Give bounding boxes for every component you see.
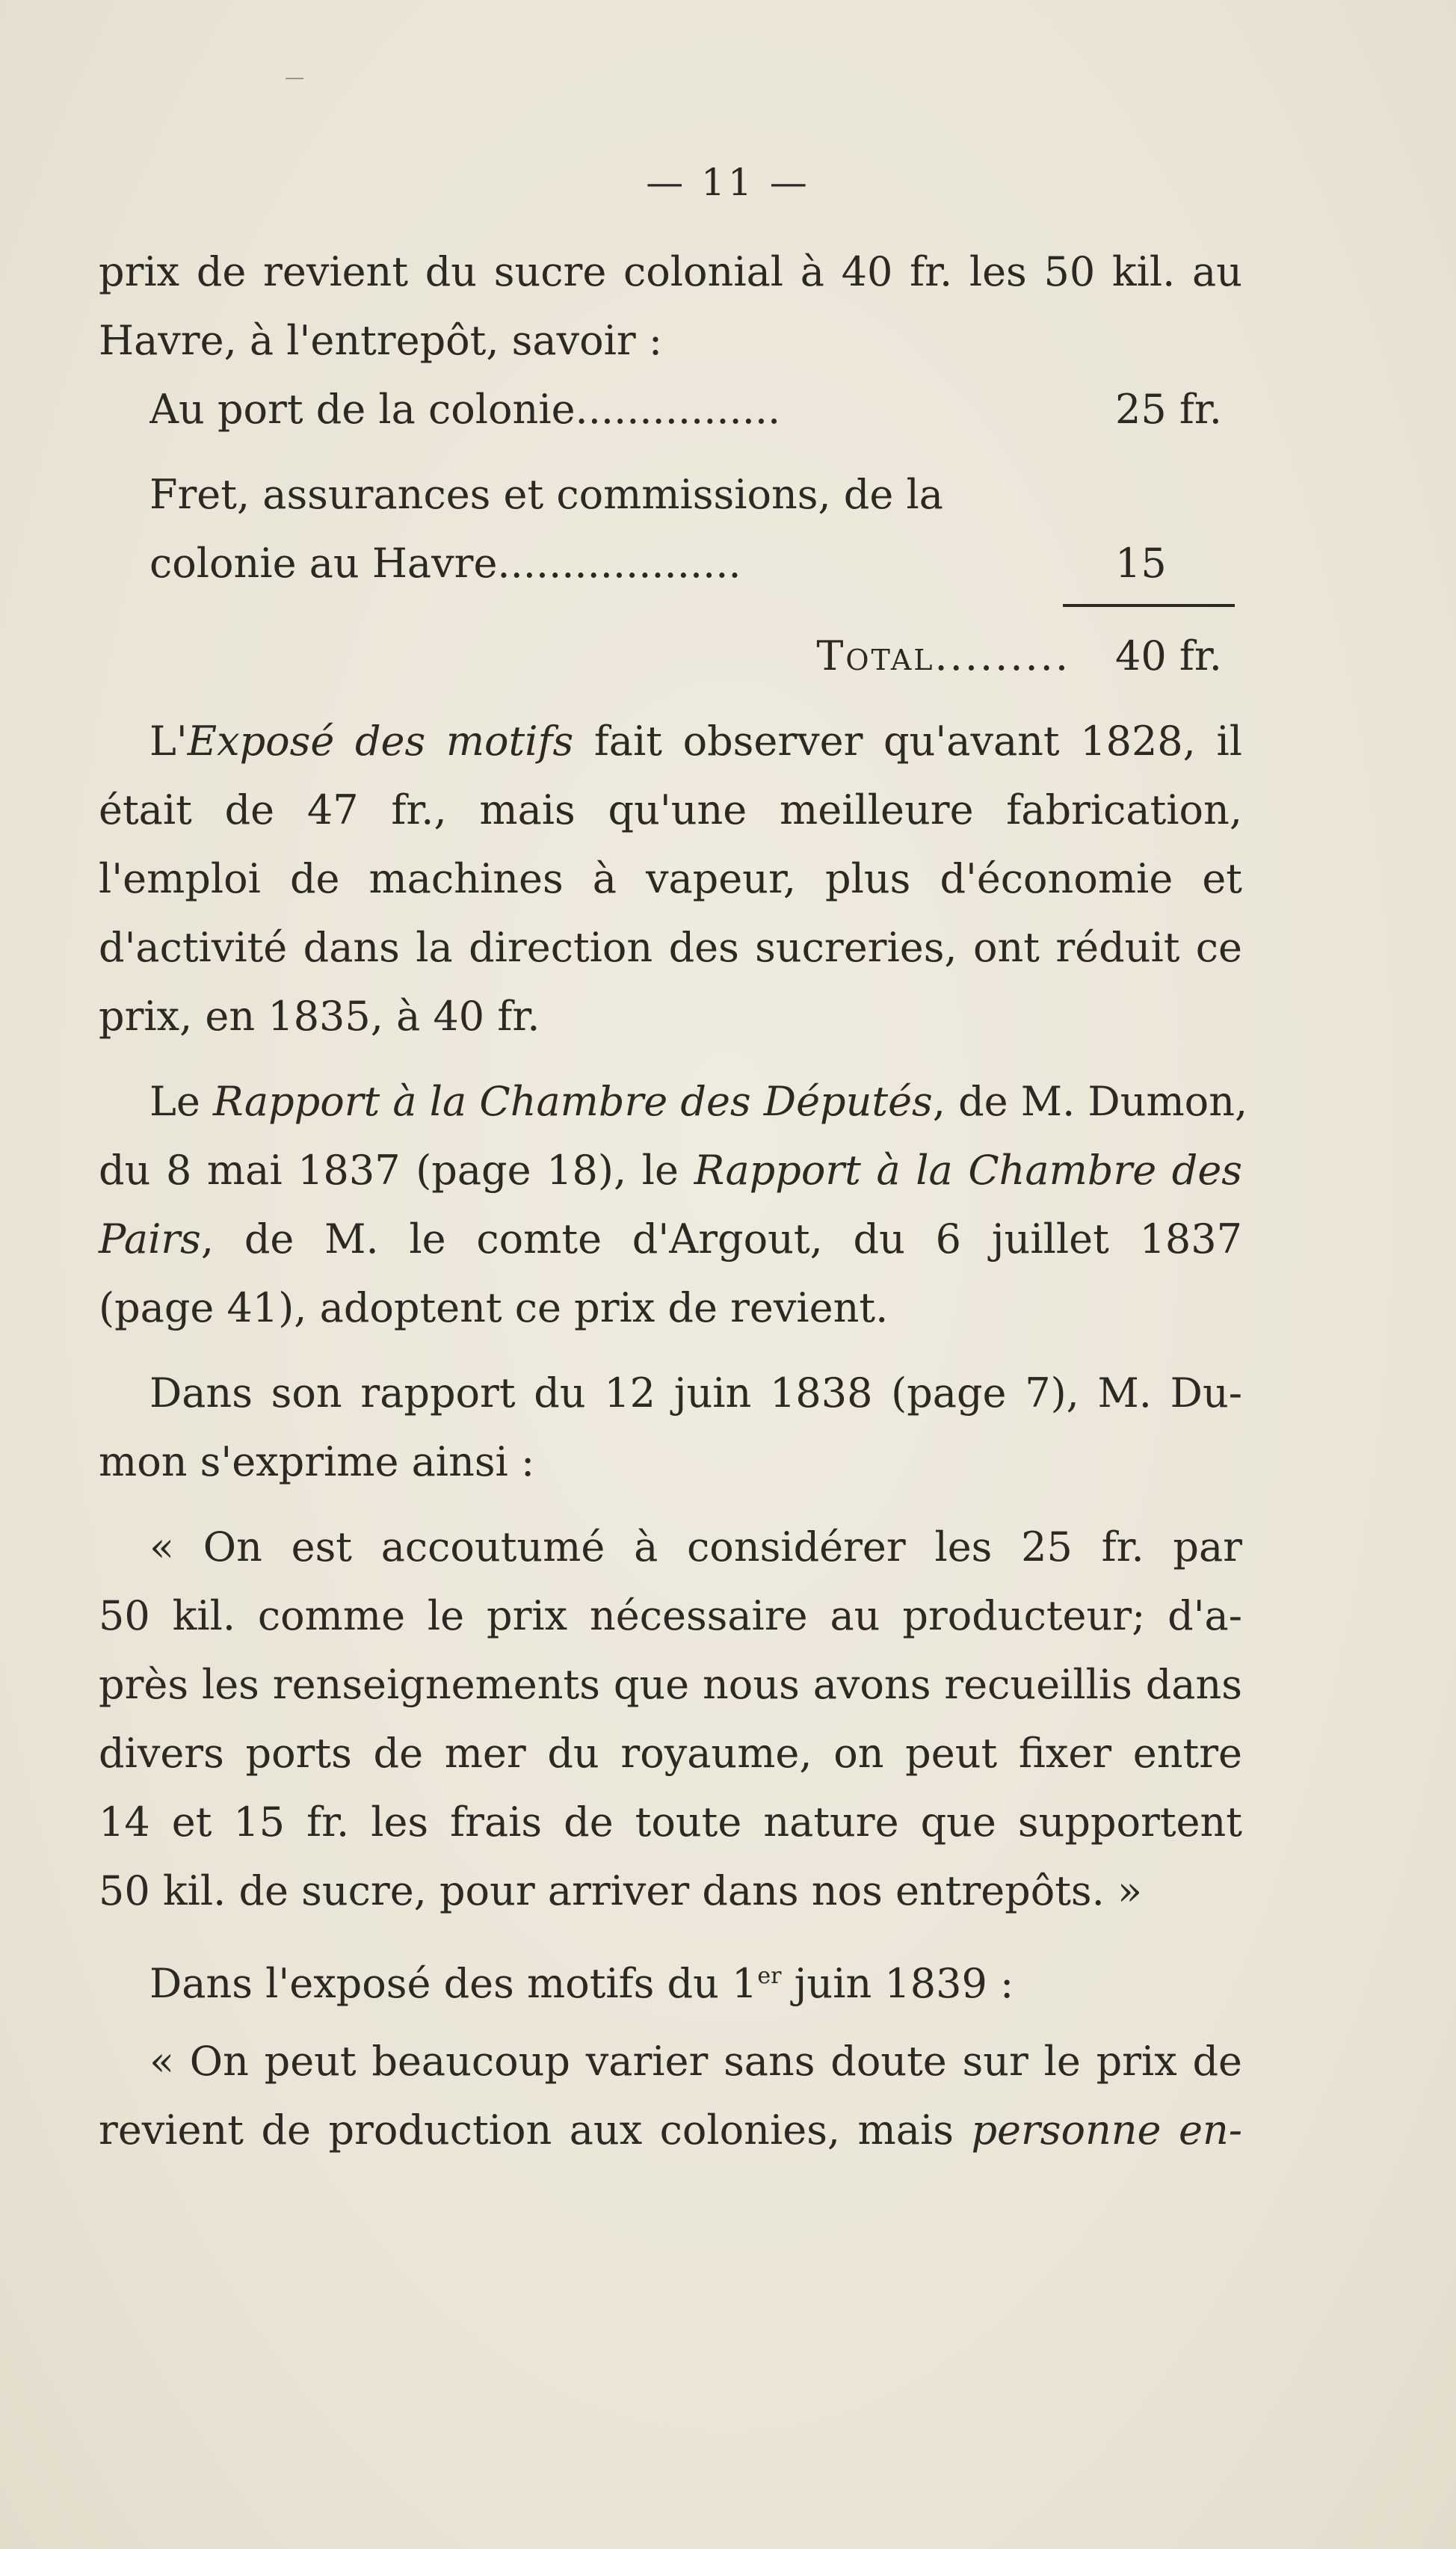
text-line: [99, 1942, 1242, 2011]
text-line: l'emploi de machines à vapeur, plus d'économie et: [99, 855, 1242, 902]
text-line: Havre, à l'entrepôt, savoir :: [99, 317, 663, 364]
cost-row: [99, 460, 1242, 529]
total-label: Total.........: [816, 632, 1070, 679]
text-run: , de M. le comte d'Argout, du 6 juillet 1837: [200, 1215, 1242, 1263]
page-body: [99, 238, 1248, 2165]
text-line: prix, en 1835, à 40 fr.: [99, 993, 540, 1040]
text-line: mon s'exprime ainsi :: [99, 1438, 535, 1485]
text-line: « On est accoutumé à considérer les 25 fr. par: [149, 1523, 1242, 1571]
text-line: était de 47 fr., mais qu'une meilleure fabrication,: [99, 786, 1242, 833]
text-line: [99, 707, 1242, 776]
total-rule-row: [99, 598, 1242, 616]
italic-title: Pairs: [99, 1215, 201, 1263]
text-run: Dans l'exposé des motifs du 1: [149, 1960, 758, 2007]
italic-title: Rapport à la Chambre des: [694, 1147, 1243, 1194]
italic-title: Rapport à la Chambre des Députés: [212, 1078, 933, 1125]
text-line: près les renseignements que nous avons recueillis dans: [99, 1661, 1242, 1708]
margin-mark: [286, 78, 303, 79]
superscript: er: [757, 1963, 782, 1989]
page-number: — 11 —: [646, 161, 810, 204]
text-line: 50 kil. de sucre, pour arriver dans nos entrepôts. »: [99, 1867, 1143, 1914]
text-line: d'activité dans la direction des sucreries, ont réduit ce: [99, 924, 1242, 971]
total-row: [99, 622, 1242, 691]
total-amount: 40 fr.: [1115, 632, 1222, 679]
text-run: Le: [149, 1078, 213, 1125]
text-run: , de M. Dumon,: [932, 1078, 1248, 1125]
text-line: divers ports de mer du royaume, on peut fixer entre: [99, 1730, 1242, 1777]
cost-row-label: colonie au Havre...................: [149, 540, 741, 587]
cost-row: [99, 375, 1242, 444]
text-run: du 8 mai 1837 (page 18), le: [99, 1147, 694, 1194]
cost-row-label: Au port de la colonie................: [149, 386, 781, 433]
italic-text: personne en-: [971, 2106, 1242, 2154]
text-line: Dans son rapport du 12 juin 1838 (page 7), M. Du-: [149, 1369, 1242, 1417]
total-rule: [1063, 604, 1235, 607]
text-run: L': [149, 718, 188, 765]
cost-row: [99, 529, 1242, 598]
cost-row-amount: [1115, 460, 1242, 529]
text-line: prix de revient du sucre colonial à 40 fr. les 50 kil. au: [99, 248, 1242, 295]
text-line: 50 kil. comme le prix nécessaire au producteur; d'a-: [99, 1592, 1242, 1639]
text-run: fait observer qu'avant 1828, il: [573, 718, 1242, 765]
cost-row-amount: 15: [1115, 540, 1167, 587]
text-run: juin 1839 :: [781, 1960, 1014, 2007]
text-line: 14 et 15 fr. les frais de toute nature que supportent: [99, 1799, 1242, 1846]
text-run: revient de production aux colonies, mais: [99, 2106, 972, 2154]
text-line: [99, 1067, 1248, 1136]
text-line: [99, 1136, 1242, 1205]
text-line: [99, 1205, 1242, 1274]
cost-row-amount: 25 fr.: [1115, 386, 1222, 433]
text-line: [99, 2096, 1242, 2165]
text-line: (page 41), adoptent ce prix de revient.: [99, 1284, 889, 1331]
text-line: « On peut beaucoup varier sans doute sur le prix de: [149, 2038, 1242, 2085]
cost-row-label: Fret, assurances et commissions, de la: [149, 471, 943, 518]
italic-title: Exposé des motifs: [187, 718, 574, 765]
